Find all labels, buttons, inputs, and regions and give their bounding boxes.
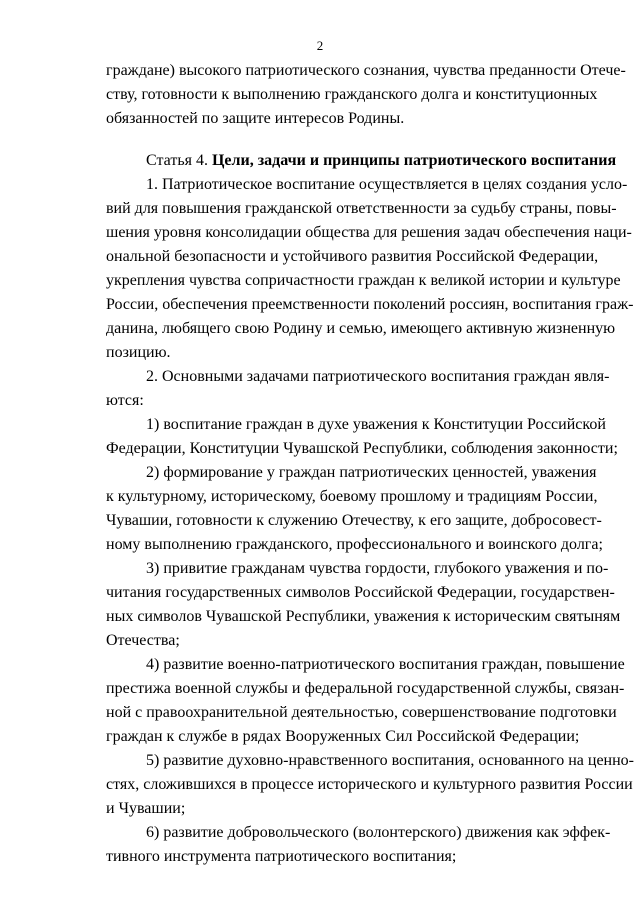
list-item-line: Чувашии, готовности к служению Отечеству, к его защите, добросовест- xyxy=(106,512,602,529)
list-item-line: престижа военной службы и федеральной государственной службы, связан- xyxy=(106,680,625,697)
list-item-line: ных символов Чувашской Республики, уважения к историческим святыням xyxy=(106,608,621,625)
paragraph-line: 2. Основными задачами патриотического воспитания граждан явля- xyxy=(146,368,610,385)
paragraph-line: ются: xyxy=(106,392,144,409)
paragraph-line: шения уровня консолидации общества для решения задач обеспечения наци- xyxy=(106,224,632,241)
paragraph-line: ональной безопасности и устойчивого развития Российской Федерации, xyxy=(106,248,599,265)
article-title: Цели, задачи и принципы патриотического воспитания xyxy=(211,152,617,169)
list-item-line: читания государственных символов Российской Федерации, государствен- xyxy=(106,584,615,601)
list-item-line: граждан к службе в рядах Вооруженных Сил Российской Федерации; xyxy=(106,728,580,745)
list-item-line: 5) развитие духовно-нравственного воспитания, основанного на ценно- xyxy=(146,752,634,769)
paragraph-line: вий для повышения гражданской ответственности за судьбу страны, повы- xyxy=(106,200,617,217)
paragraph-line: данина, любящего свою Родину и семью, имеющего активную жизненную xyxy=(106,320,616,337)
intro-line: ству, готовности к выполнению гражданского долга и конституционных xyxy=(106,86,598,103)
list-item-line: 3) привитие гражданам чувства гордости, глубокого уважения и по- xyxy=(146,560,609,577)
paragraph-line: укрепления чувства сопричастности граждан к великой истории и культуре xyxy=(106,272,621,289)
list-item-line: ному выполнению гражданского, профессионального и воинского долга; xyxy=(106,536,603,553)
paragraph-line: России, обеспечения преемственности поколений россиян, воспитания граж- xyxy=(106,296,634,313)
intro-line: обязанностей по защите интересов Родины. xyxy=(106,110,405,127)
list-item-line: 6) развитие добровольческого (волонтерского) движения как эффек- xyxy=(146,824,611,841)
page-number: 2 xyxy=(316,38,324,53)
intro-line: граждане) высокого патриотического сознания, чувства преданности Отече- xyxy=(106,62,626,79)
list-item-line: 2) формирование у граждан патриотических ценностей, уважения xyxy=(146,464,597,481)
list-item-line: тивного инструмента патриотического воспитания; xyxy=(106,848,457,865)
list-item-line: Отечества; xyxy=(106,632,180,649)
paragraph-line: 1. Патриотическое воспитание осуществляется в целях создания усло- xyxy=(146,176,628,193)
list-item-line: и Чувашии; xyxy=(106,800,186,817)
list-item-line: 1) воспитание граждан в духе уважения к Конституции Российской xyxy=(146,416,606,433)
article-heading xyxy=(146,152,617,170)
list-item-line: 4) развитие военно-патриотического воспитания граждан, повышение xyxy=(146,656,625,673)
article-prefix: Статья 4. xyxy=(146,152,208,169)
paragraph-line: позицию. xyxy=(106,344,171,361)
list-item-line: Федерации, Конституции Чувашской Республики, соблюдения законности; xyxy=(106,440,618,457)
list-item-line: стях, сложившихся в процессе исторического и культурного развития России xyxy=(106,776,633,793)
list-item-line: ной с правоохранительной деятельностью, совершенствование подготовки xyxy=(106,704,617,721)
list-item-line: к культурному, историческому, боевому прошлому и традициям России, xyxy=(106,488,598,505)
